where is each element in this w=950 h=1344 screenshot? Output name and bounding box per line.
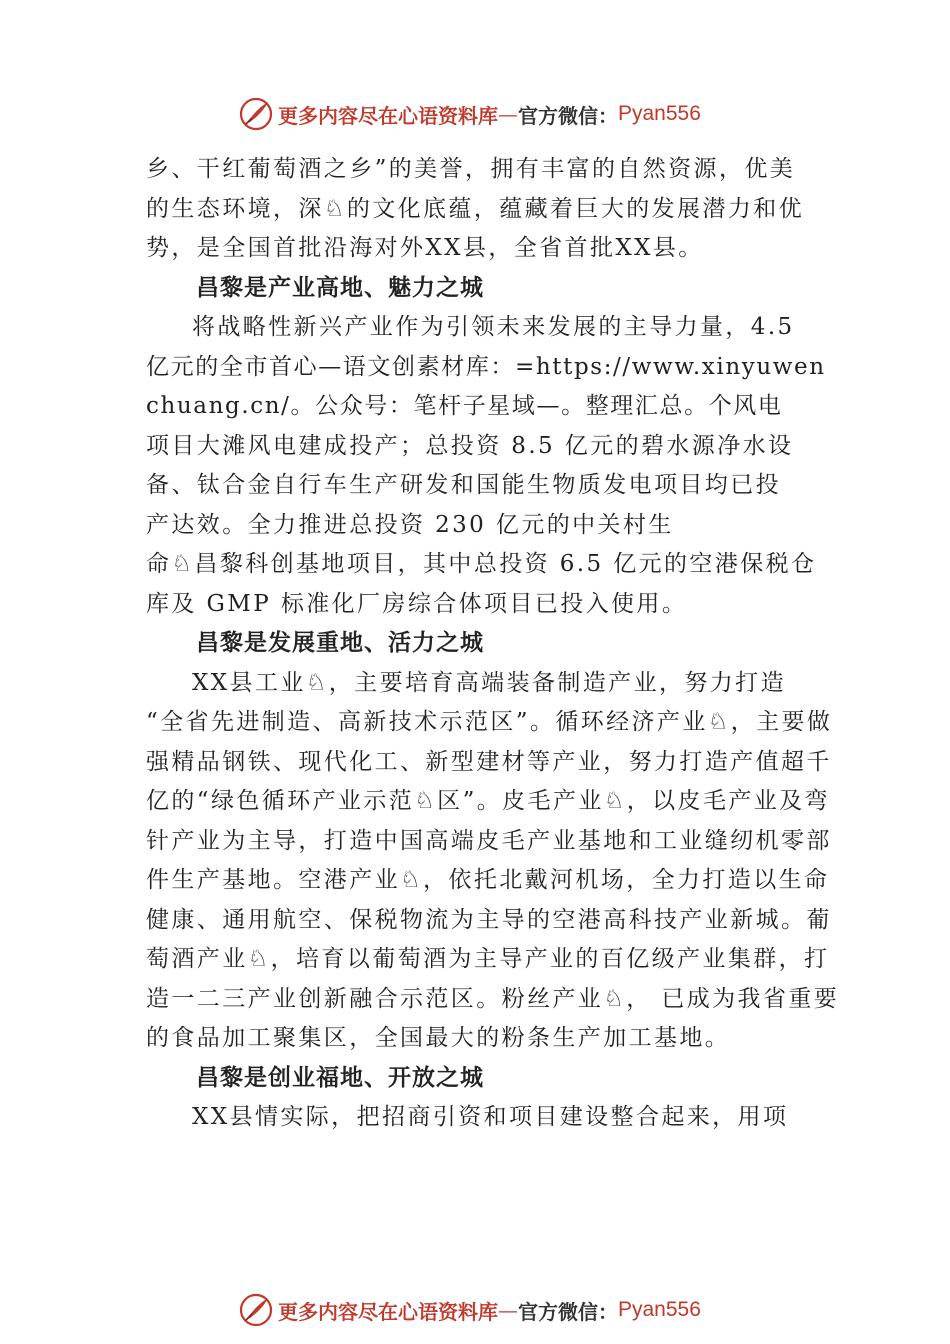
banner-prefix-text: 更多内容尽在心语资料库 <box>278 103 498 128</box>
body-line: 势，是全国首批沿海对外XX县，全省首批XX县。 <box>146 235 704 261</box>
body-line: 将战略性新兴产业作为引领未来发展的主导力量，4.5 <box>192 314 795 340</box>
quill-logo-icon <box>238 96 274 132</box>
body-line: 件生产基地。空港产业♘，依托北戴河机场，全力打造以生命 <box>146 867 830 893</box>
body-line: 亿元的全市首心—语文创素材库：=https://www.xinyuwen <box>146 353 826 380</box>
section-heading: 昌黎是创业福地、开放之城 <box>196 1064 484 1091</box>
body-line: 萄酒产业♘，培育以葡萄酒为主导产业的百亿级产业集群，打 <box>146 946 830 972</box>
body-line: XX县情实际，把招商引资和项目建设整合起来，用项 <box>192 1104 789 1130</box>
section-heading: 昌黎是发展重地、活力之城 <box>196 630 484 656</box>
body-line: 的生态环境，深♘的文化底蕴，蕴藏着巨大的发展潜力和优 <box>146 195 805 222</box>
body-line: 的食品加工聚集区，全国最大的粉条生产加工基地。 <box>146 1025 731 1051</box>
body-line: 针产业为主导，打造中国高端皮毛产业基地和工业缝纫机零部 <box>146 827 832 854</box>
body-line: 项目大滩风电建成投产；总投资 8.5 亿元的碧水源净水设 <box>146 432 794 459</box>
banner-dash: — <box>498 102 518 126</box>
body-line: 健康、通用航空、保税物流为主导的空港高科技产业新城。葡 <box>146 906 832 933</box>
body-line: 备、钛合金自行车生产研发和国能生物质发电项目均已投 <box>146 472 781 498</box>
banner-prefix-text: 更多内容尽在心语资料库 <box>278 1299 498 1324</box>
body-line: 库及 GMP 标准化厂房综合体项目已投入使用。 <box>146 590 688 617</box>
body-line: XX县工业♘，主要培育高端装备制造产业，努力打造 <box>192 669 786 696</box>
banner-label-text: 官方微信： <box>518 103 618 128</box>
banner-label-text: 官方微信： <box>518 1299 618 1324</box>
body-line: 产达效。全力推进总投资 230 亿元的中关村生 <box>146 511 674 538</box>
header-banner <box>238 96 758 132</box>
document-body <box>146 150 840 1138</box>
body-line: 乡、干红葡萄酒之乡”的美誉，拥有丰富的自然资源，优美 <box>146 156 796 182</box>
quill-logo-icon <box>238 1292 274 1328</box>
footer-banner <box>238 1292 758 1328</box>
banner-wechat-id: Pyan556 <box>618 102 701 125</box>
banner-dash: — <box>498 1298 518 1322</box>
banner-wechat-id: Pyan556 <box>618 1298 701 1321</box>
body-line: chuang.cn/。公众号：笔杆子星域—。整理汇总。个风电 <box>146 393 783 419</box>
body-line: 亿的“绿色循环产业示范♘区”。皮毛产业♘，以皮毛产业及弯 <box>146 788 830 814</box>
section-heading: 昌黎是产业高地、魅力之城 <box>196 274 484 301</box>
body-line: 命♘昌黎科创基地项目，其中总投资 6.5 亿元的空港保税仓 <box>146 551 817 577</box>
body-line: “全省先进制造、高新技术示范区”。循环经济产业♘，主要做 <box>146 709 833 735</box>
body-line: 强精品钢铁、现代化工、新型建材等产业，努力打造产值超千 <box>146 748 832 775</box>
body-line: 造一二三产业创新融合示范区。粉丝产业♘， 已成为我省重要 <box>146 985 840 1012</box>
